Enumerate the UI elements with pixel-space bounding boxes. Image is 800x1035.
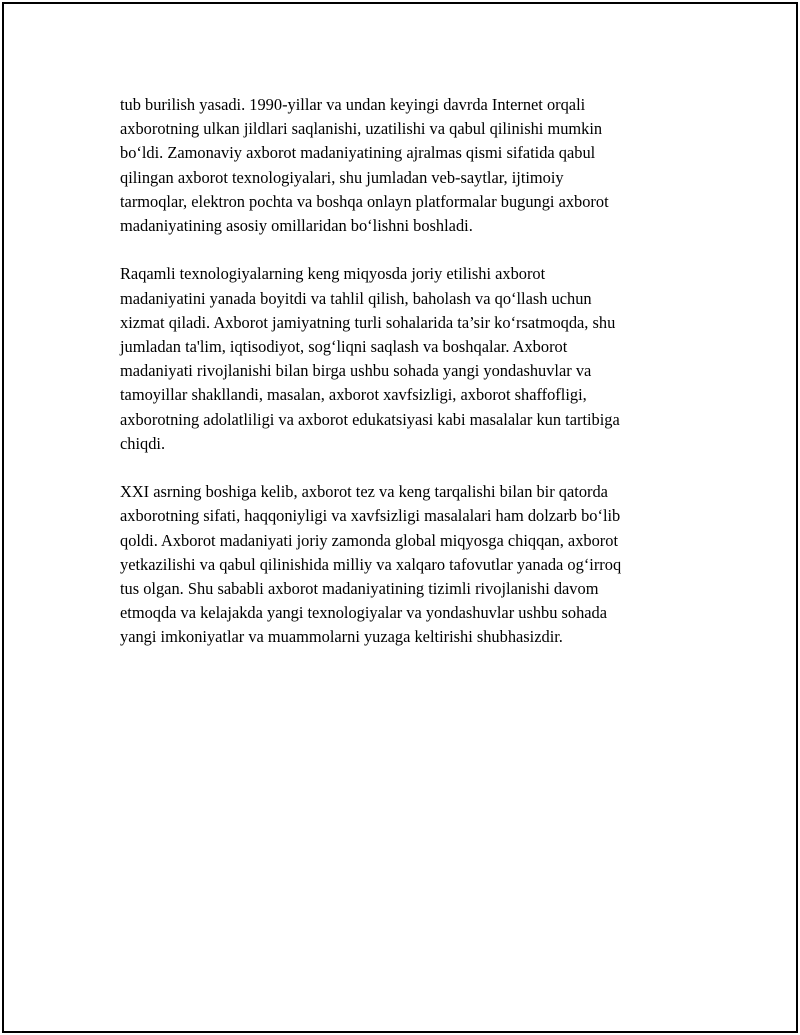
paragraph-3-line-2: axborotning sifati, haqqoniyligi va xavfsizligi masalalari ham dolzarb bo‘lib bbox=[120, 506, 621, 526]
paragraph-2-line-6: tamoyillar shakllandi, masalan, axborot xavfsizligi, axborot shaffofligi, bbox=[120, 385, 587, 405]
paragraph-1-line-1: tub burilish yasadi. 1990-yillar va undan keyingi davrda Internet orqali bbox=[120, 95, 586, 114]
paragraph-1-line-2: axborotning ulkan jildlari saqlanishi, uzatilishi va qabul qilinishi mumkin bbox=[120, 119, 603, 139]
page-frame bbox=[2, 2, 798, 1033]
paragraph-3-line-6: etmoqda va kelajakda yangi texnologiyalar va yondashuvlar ushbu sohada bbox=[120, 603, 608, 623]
paragraph-1 bbox=[120, 93, 690, 238]
paragraph-3-line-4: yetkazilishi va qabul qilinishida milliy va xalqaro tafovutlar yanada og‘irroq bbox=[120, 554, 622, 574]
paragraph-3-line-1: XXI asrning boshiga kelib, axborot tez va keng tarqalishi bilan bir qatorda bbox=[120, 482, 608, 502]
paragraph-2-line-4: jumladan ta'lim, iqtisodiyot, sog‘liqni saqlash va boshqalar. Axborot bbox=[120, 337, 568, 357]
paragraph-3-line-7: yangi imkoniyatlar va muammolarni yuzaga keltirishi shubhasizdir. bbox=[120, 627, 563, 647]
paragraph-1-line-3: bo‘ldi. Zamonaviy axborot madaniyatining ajralmas qismi sifatida qabul bbox=[120, 143, 596, 163]
paragraph-1-line-6: madaniyatining asosiy omillaridan bo‘lishni boshladi. bbox=[120, 216, 473, 236]
paragraph-2-line-1: Raqamli texnologiyalarning keng miqyosda joriy etilishi axborot bbox=[120, 264, 546, 284]
paragraph-1-line-5: tarmoqlar, elektron pochta va boshqa onlayn platformalar bugungi axborot bbox=[120, 191, 609, 211]
paragraph-1-line-4: qilingan axborot texnologiyalari, shu jumladan veb-saytlar, ijtimoiy bbox=[120, 167, 564, 187]
paragraph-3 bbox=[120, 480, 690, 649]
paragraph-2-line-5: madaniyati rivojlanishi bilan birga ushbu sohada yangi yondashuvlar va bbox=[120, 361, 592, 381]
paragraph-2-line-8: chiqdi. bbox=[120, 433, 166, 453]
paragraph-3-line-3: qoldi. Axborot madaniyati joriy zamonda global miqyosga chiqqan, axborot bbox=[120, 530, 618, 550]
page-body bbox=[120, 93, 690, 674]
paragraph-2-line-3: xizmat qiladi. Axborot jamiyatning turli sohalarida ta’sir ko‘rsatmoqda, shu bbox=[120, 312, 616, 332]
paragraph-2-line-2: madaniyatini yanada boyitdi va tahlil qilish, baholash va qo‘llash uchun bbox=[120, 288, 592, 308]
paragraph-2 bbox=[120, 262, 690, 456]
paragraph-3-line-5: tus olgan. Shu sababli axborot madaniyatining tizimli rivojlanishi davom bbox=[120, 579, 599, 599]
paragraph-2-line-7: axborotning adolatliligi va axborot edukatsiyasi kabi masalalar kun tartibiga bbox=[120, 409, 620, 429]
